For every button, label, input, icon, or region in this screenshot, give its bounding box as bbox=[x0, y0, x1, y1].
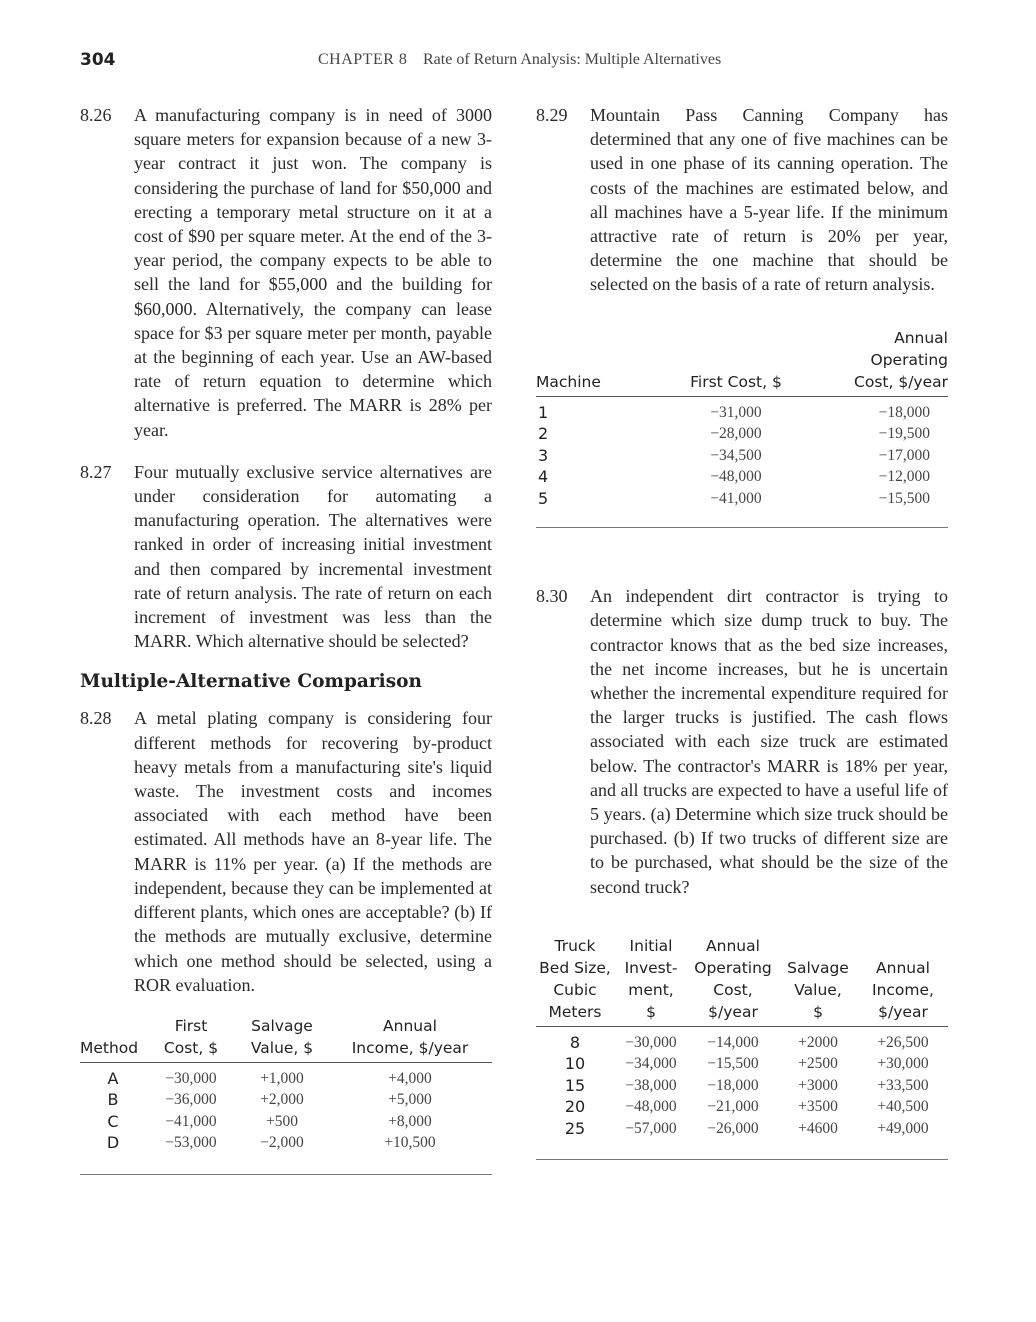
salvage-cell: +3000 bbox=[798, 1076, 838, 1094]
col-header-aoc-l3: Cost, bbox=[713, 980, 753, 999]
col-header-size-l4: Meters bbox=[536, 1001, 614, 1027]
col-header-size-l3: Cubic bbox=[553, 980, 597, 999]
salvage-cell: −2,000 bbox=[260, 1134, 304, 1152]
salvage-cell: +4600 bbox=[798, 1119, 838, 1137]
salvage-cell: +3500 bbox=[798, 1098, 838, 1116]
table-row bbox=[536, 1096, 948, 1118]
salvage-cell: +2500 bbox=[798, 1055, 838, 1073]
size-cell: 15 bbox=[564, 1075, 586, 1095]
method-cell: A bbox=[107, 1068, 119, 1088]
method-cell: C bbox=[107, 1111, 119, 1131]
col-header-aoc-l2: Operating bbox=[870, 350, 948, 369]
page-header bbox=[48, 50, 988, 72]
page-number: 304 bbox=[80, 50, 116, 70]
investment-cell: −38,000 bbox=[625, 1076, 677, 1094]
first-cost-cell: −30,000 bbox=[165, 1069, 217, 1087]
problem-8-26 bbox=[80, 103, 492, 442]
col-header-aoc-l4: $/year bbox=[688, 1001, 778, 1027]
col-header-inv-l4: $ bbox=[614, 1001, 688, 1027]
first-cost-cell: −48,000 bbox=[710, 468, 762, 486]
method-cell: D bbox=[106, 1133, 120, 1153]
table-row bbox=[80, 1062, 492, 1089]
col-header-salv-l2: Value, bbox=[794, 980, 842, 999]
first-cost-cell: −34,500 bbox=[710, 446, 762, 464]
problem-text: An independent dirt contractor is trying to determine which size dump truck to buy. The contractor knows that as the bed size increases, the net income increases, but he is uncertain whether the incremental expenditure required for the larger trucks is justified. The cash flows associated with each size truck are estimated below. The contractor's MARR is 18% per year, and all trucks are expected to have a useful life of 5 years. (a) Determine which size truck should be purchased. (b) If two trucks of different size are to be purchased, what should be the size of the second truck? bbox=[590, 586, 948, 897]
problem-text: A manufacturing company is in need of 3000 square meters for expansion because of a new 3-year contract it just won. The company is considering the purchase of land for $50,000 and erecting a temporary metal structure on it at a cost of $90 per square meter. At the end of the 3-year period, the company expects to be able to sell the land for $55,000 and the building for $60,000. Alternatively, the company can lease space for $3 per square meter per month, payable at the beginning of each year. Use an AW-based rate of return equation to determine which alternative is preferred. The MARR is 28% per year. bbox=[134, 105, 492, 440]
table-row bbox=[536, 1026, 948, 1053]
problem-number: 8.30 bbox=[536, 586, 568, 607]
col-header-inc-l2: Income, bbox=[872, 980, 934, 999]
problem-number: 8.26 bbox=[80, 105, 112, 125]
problem-8-27 bbox=[80, 460, 492, 654]
investment-cell: −34,000 bbox=[625, 1055, 677, 1073]
first-cost-cell: −31,000 bbox=[710, 403, 762, 421]
col-header-method bbox=[80, 1015, 146, 1037]
machine-cell: 1 bbox=[538, 402, 549, 422]
aoc-cell: −26,000 bbox=[707, 1119, 759, 1137]
col-header-inv-l2: Invest- bbox=[624, 958, 678, 977]
col-header-income-unit: Income, $/year bbox=[328, 1037, 492, 1063]
problem-8-29 bbox=[536, 103, 948, 297]
col-header-inc-l1: Annual bbox=[876, 958, 930, 977]
table-bottom-rule bbox=[536, 1159, 948, 1160]
col-header-method-label: Method bbox=[80, 1037, 146, 1063]
size-cell: 25 bbox=[564, 1118, 586, 1138]
machine-cell: 4 bbox=[538, 467, 549, 487]
table-row bbox=[80, 1132, 492, 1154]
col-header-aoc-l1: Annual bbox=[894, 328, 948, 347]
col-header-aoc-l1: Annual bbox=[706, 936, 760, 955]
col-header-salvage: Salvage bbox=[251, 1016, 313, 1035]
size-cell: 20 bbox=[564, 1097, 586, 1117]
machine-cell: 3 bbox=[538, 445, 549, 465]
col-header-size-l1: Truck bbox=[554, 936, 596, 955]
table-row bbox=[536, 1118, 948, 1140]
income-cell: +30,000 bbox=[877, 1055, 929, 1073]
problem-number: 8.29 bbox=[536, 105, 568, 125]
table-row bbox=[536, 1075, 948, 1097]
problem-8-30 bbox=[536, 584, 948, 899]
aoc-cell: −21,000 bbox=[707, 1098, 759, 1116]
salvage-cell: +1,000 bbox=[260, 1069, 304, 1087]
col-header-salv-l3: $ bbox=[778, 1001, 858, 1027]
table-row bbox=[80, 1111, 492, 1133]
aoc-cell: −19,500 bbox=[878, 425, 930, 443]
table-row bbox=[536, 1053, 948, 1075]
right-column bbox=[536, 103, 948, 1160]
col-header-inv-l3: ment, bbox=[628, 980, 674, 999]
col-header-machine: Machine bbox=[536, 371, 636, 397]
problem-text: Four mutually exclusive service alternatives are under consideration for automating a manufacturing operation. The alternatives were ranked in order of increasing initial investment and then compared by incremental investment rate of return analysis. The rate of return on each increment of investment was less than the MARR. Which alternative should be selected? bbox=[134, 461, 492, 652]
section-title: Multiple-Alternative Comparison bbox=[80, 671, 422, 693]
investment-cell: −30,000 bbox=[625, 1033, 677, 1051]
income-cell: +8,000 bbox=[388, 1112, 432, 1130]
aoc-cell: −12,000 bbox=[878, 468, 930, 486]
investment-cell: −57,000 bbox=[625, 1119, 677, 1137]
size-cell: 8 bbox=[569, 1032, 581, 1052]
table-row bbox=[536, 466, 948, 488]
aoc-cell: −18,000 bbox=[707, 1076, 759, 1094]
problem-text: A metal plating company is considering four different methods for recovering by-product heavy metals from a manufacturing site's liquid waste. The investment costs and incomes associated with each method have been estimated. All methods have an 8-year life. The MARR is 11% per year. (a) If the methods are independent, because they can be implemented at different plants, which ones are acceptable? (b) If the methods are mutually exclusive, determine which one method should be selected, using a ROR evaluation. bbox=[134, 708, 492, 995]
methods-table bbox=[80, 1015, 492, 1154]
size-cell: 10 bbox=[564, 1054, 586, 1074]
problem-number: 8.27 bbox=[80, 461, 112, 482]
table-bottom-rule bbox=[80, 1174, 492, 1175]
machine-cell: 5 bbox=[538, 488, 549, 508]
first-cost-cell: −41,000 bbox=[710, 489, 762, 507]
problem-8-28 bbox=[80, 706, 492, 996]
col-header-aoc-l3: Cost, $/year bbox=[806, 371, 948, 397]
income-cell: +4,000 bbox=[388, 1069, 432, 1087]
table-row bbox=[536, 445, 948, 467]
income-cell: +49,000 bbox=[877, 1119, 929, 1137]
first-cost-cell: −36,000 bbox=[165, 1091, 217, 1109]
col-header-size-l2: Bed Size, bbox=[539, 958, 611, 977]
machine-cell: 2 bbox=[538, 424, 549, 444]
aoc-cell: −15,500 bbox=[878, 489, 930, 507]
investment-cell: −48,000 bbox=[625, 1098, 677, 1116]
aoc-cell: −15,500 bbox=[707, 1055, 759, 1073]
income-cell: +26,500 bbox=[877, 1033, 929, 1051]
salvage-cell: +2000 bbox=[798, 1033, 838, 1051]
first-cost-cell: −41,000 bbox=[165, 1112, 217, 1130]
col-header-salv-l1: Salvage bbox=[787, 958, 849, 977]
col-header-inv-l1: Initial bbox=[629, 936, 673, 955]
col-header-inc-l3: $/year bbox=[858, 1001, 948, 1027]
table-row bbox=[536, 423, 948, 445]
method-cell: B bbox=[107, 1090, 119, 1110]
col-header-first-cost: First Cost, $ bbox=[636, 371, 806, 397]
income-cell: +33,500 bbox=[877, 1076, 929, 1094]
income-cell: +5,000 bbox=[388, 1091, 432, 1109]
table-bottom-rule bbox=[536, 527, 948, 528]
problem-number: 8.28 bbox=[80, 708, 112, 729]
col-header-first-cost: First bbox=[174, 1016, 208, 1035]
left-column bbox=[80, 103, 492, 1175]
chapter-title: Rate of Return Analysis: Multiple Alternatives bbox=[423, 51, 722, 68]
col-header-salvage-unit: Value, $ bbox=[236, 1037, 328, 1063]
aoc-cell: −17,000 bbox=[878, 446, 930, 464]
col-header-aoc-l2: Operating bbox=[694, 958, 772, 977]
table-row bbox=[536, 488, 948, 510]
table-row bbox=[536, 396, 948, 423]
chapter-label: CHAPTER 8 bbox=[318, 51, 408, 68]
machines-table bbox=[536, 327, 948, 510]
col-header-income: Annual bbox=[383, 1016, 437, 1035]
first-cost-cell: −53,000 bbox=[165, 1134, 217, 1152]
aoc-cell: −14,000 bbox=[707, 1033, 759, 1051]
first-cost-cell: −28,000 bbox=[710, 425, 762, 443]
table-row bbox=[80, 1089, 492, 1111]
income-cell: +10,500 bbox=[384, 1134, 436, 1152]
salvage-cell: +2,000 bbox=[260, 1091, 304, 1109]
col-header-first-cost-unit: Cost, $ bbox=[146, 1037, 236, 1063]
problem-text: Mountain Pass Canning Company has determined that any one of five machines can be used in one phase of its canning operation. The costs of the machines are estimated below, and all machines have a 5-year life. If the minimum attractive rate of return is 20% per year, determine the one machine that should be selected on the basis of a rate of return analysis. bbox=[590, 105, 948, 295]
income-cell: +40,500 bbox=[877, 1098, 929, 1116]
aoc-cell: −18,000 bbox=[878, 403, 930, 421]
trucks-table bbox=[536, 935, 948, 1140]
salvage-cell: +500 bbox=[266, 1112, 298, 1130]
